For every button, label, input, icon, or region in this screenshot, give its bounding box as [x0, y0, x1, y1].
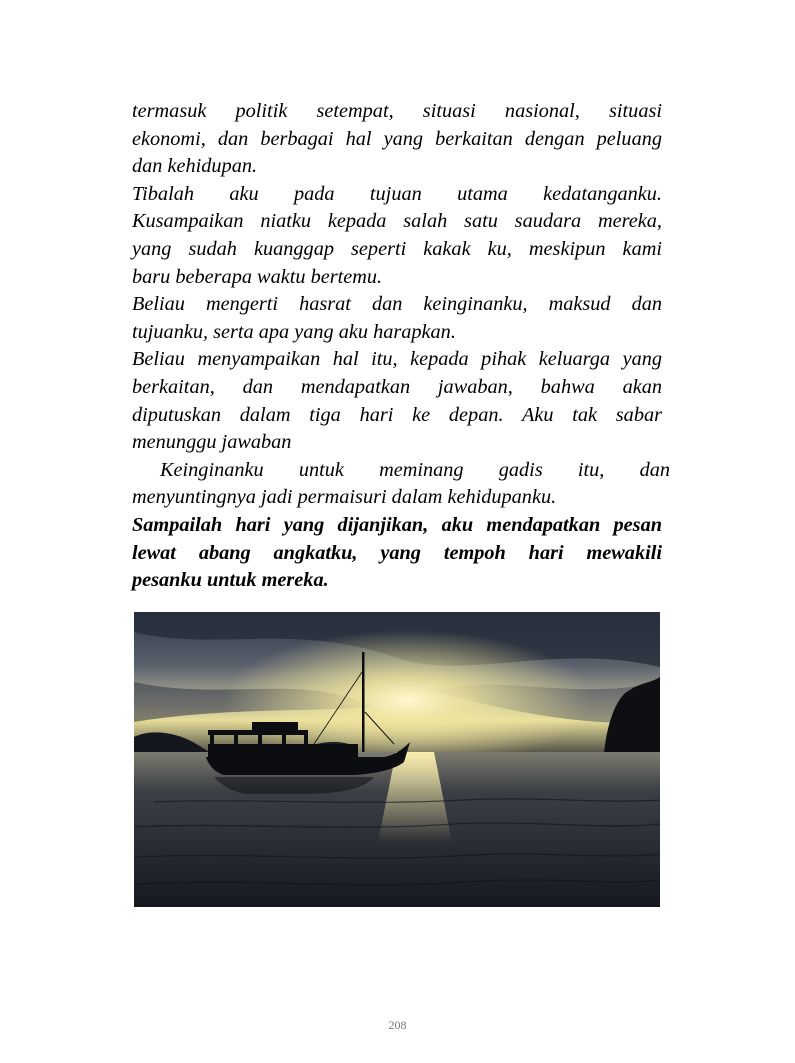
text-line: dan kehidupan.: [132, 155, 258, 178]
text-line: yang sudah kuanggap seperti kakak ku, meskipun kami: [132, 237, 662, 260]
paragraph-1: [132, 98, 662, 181]
text-line: lewat abang angkatku, yang tempoh hari mewakili: [132, 541, 662, 564]
paragraph-4: [132, 346, 662, 456]
text-line: ekonomi, dan berbagai hal yang berkaitan dengan peluang: [132, 127, 662, 150]
text-line: Keinginanku untuk meminang gadis itu, dan: [160, 458, 670, 481]
text-line: Beliau mengerti hasrat dan keinginanku, maksud dan: [132, 293, 662, 316]
text-line: Tibalah aku pada tujuan utama kedatanganku.: [132, 182, 662, 205]
text-line: baru beberapa waktu bertemu.: [132, 265, 383, 288]
text-line: tujuanku, serta apa yang aku harapkan.: [132, 320, 456, 343]
text-line: Kusampaikan niatku kepada salah satu saudara mereka,: [132, 210, 662, 233]
text-line: menunggu jawaban: [132, 431, 292, 454]
body-text: [132, 98, 670, 595]
text-line: pesanku untuk mereka.: [132, 569, 329, 592]
paragraph-6: [132, 512, 662, 595]
text-line: berkaitan, dan mendapatkan jawaban, bahwa akan: [132, 375, 662, 398]
text-line: Sampailah hari yang dijanjikan, aku mendapatkan pesan: [132, 513, 662, 536]
paragraph-2: [132, 181, 662, 291]
sunset-boat-photo: [134, 612, 660, 907]
text-line: menyuntingnya jadi permaisuri dalam kehidupanku.: [132, 486, 557, 509]
paragraph-3: [132, 291, 662, 346]
page-number: 208: [388, 1018, 407, 1032]
text-line: termasuk politik setempat, situasi nasional, situasi: [132, 100, 662, 122]
paragraph-5: [132, 457, 670, 512]
text-line: diputuskan dalam tiga hari ke depan. Aku tak sabar: [132, 403, 662, 426]
text-line: Beliau menyampaikan hal itu, kepada pihak keluarga yang: [132, 348, 662, 371]
